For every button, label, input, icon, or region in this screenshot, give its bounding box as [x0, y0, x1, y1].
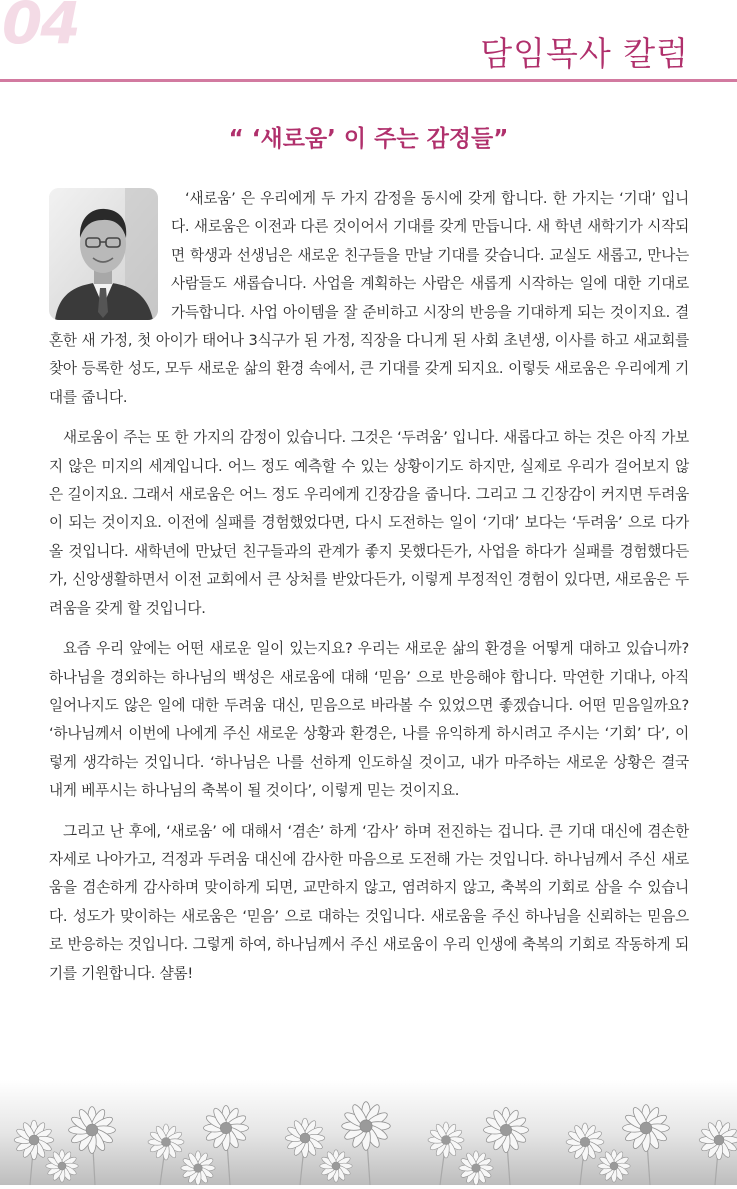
article-paragraph-2: 새로움이 주는 또 한 가지의 감정이 있습니다. 그것은 ‘두려움’ 입니다. 새롭다고 하는 것은 아직 가보지 않은 미지의 세계입니다. 어느 정도 예측할 수 있는 상황이기도 하지만, 실제로 우리가 걸어보지 않은 길이지요. 그래서 새로움은 어느 정도 우리에게 긴장감을 줍니다. 그리고 그 긴장감이 커지면 두려움이 되는 것이지요. 이전에 실패를 경험했었다면, 다시 도전하는 일이 ‘기대’ 보다는 ‘두려움’ 으로 다가올 것입니다. 새학년에 만났던 친구들과의 관계가 좋지 못했다든가, 사업을 하다가 실패를 경험했다든가, 신앙생활하면서 이전 교회에서 큰 상처를 받았다든가, 이렇게 부정적인 경험이 있다면, 새로움은 두려움을 갖게 할 것입니다.	[49, 429, 689, 617]
article-paragraph-1	[49, 185, 689, 412]
photo-spacer	[49, 185, 171, 327]
flower-decoration-footer	[0, 1080, 737, 1185]
section-title: 담임목사 칼럼	[480, 34, 689, 73]
paragraph-text: ‘새로움’ 은 우리에게 두 가지 감정을 동시에 갖게 합니다. 한 가지는 ‘기대’ 입니다. 새로움은 이전과 다른 것이어서 기대를 갖게 만듭니다. 새 학년 새학기가 시작되면 학생과 선생님은 새로운 친구들을 만날 기대를 갖습니다. 교실도 새롭고, 만나는 사람들도 새롭습니다. 사업을 계획하는 사람은 새롭게 시작하는 일에 대한 기대로 가득합니다. 사업 아이템을 잘 준비하고 시장의 반응을 기대하게 되는 것이지요. 결혼한 새 가정, 첫 아이가 태어나 3식구가 된 가정, 직장을 다니게 된 사회 초년생, 이사를 하고 새교회를 찾아 등록한 성도, 모두 새로운 삶의 환경 속에서, 큰 기대를 갖게 되지요. 이렇듯 새로움은 우리에게 기대를 줍니다.	[49, 190, 689, 406]
article-paragraph-4: 그리고 난 후에, ‘새로움’ 에 대해서 ‘겸손’ 하게 ‘감사’ 하며 전진하는 겁니다. 큰 기대 대신에 겸손한 자세로 나아가고, 걱정과 두려움 대신에 감사한 마음으로 도전해 가는 것입니다. 하나님께서 주신 새로움을 겸손하게 감사하며 맞이하게 되면, 교만하지 않고, 염려하지 않고, 축복의 기회로 삼을 수 있습니다. 성도가 맞이하는 새로움은 ‘믿음’ 으로 대하는 것입니다. 새로움을 주신 하나님을 신뢰하는 믿음으로 반응하는 것입니다. 그렇게 하여, 하나님께서 주신 새로움이 우리 인생에 축복의 기회로 작동하게 되기를 기원합니다. 샬롬!	[49, 822, 689, 982]
article-body	[49, 185, 689, 988]
header-divider	[0, 79, 737, 82]
page-number: 04	[2, 0, 79, 57]
article-paragraph-3: 요즘 우리 앞에는 어떤 새로운 일이 있는지요? 우리는 새로운 삶의 환경을 어떻게 대하고 있습니까? 하나님을 경외하는 하나님의 백성은 새로움에 대해 ‘믿음’ 으로 반응해야 합니다. 막연한 기대나, 아직 일어나지도 않은 일에 대한 두려움 대신, 믿음으로 바라볼 수 있었으면 좋겠습니다. 어떤 믿음일까요? ‘하나님께서 이번에 나에게 주신 새로운 상황과 환경은, 나를 유익하게 하시려고 주시는 ‘기회’ 다’, 이렇게 생각하는 것입니다. ‘하나님은 나를 선하게 인도하실 것이고, 내가 마주하는 새로운 상황은 결국 내게 베푸시는 하나님의 축복이 될 것이다’, 이렇게 믿는 것이지요.	[49, 640, 689, 800]
flower-decoration-icon	[0, 1080, 737, 1185]
article-title: “ ‘새로움’ 이 주는 감정들”	[228, 126, 509, 152]
